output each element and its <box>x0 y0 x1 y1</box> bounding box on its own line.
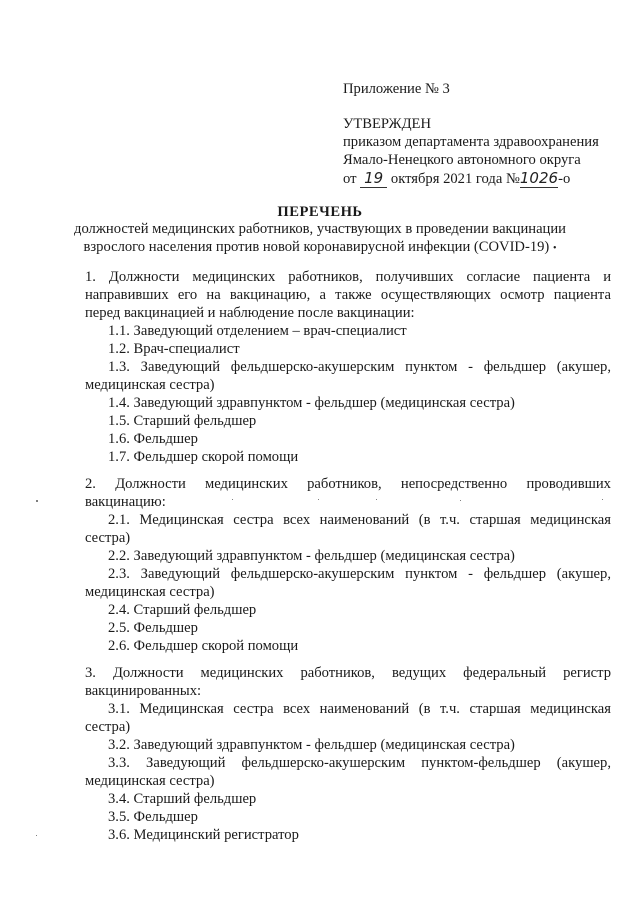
section2-item <box>108 565 611 583</box>
date-suffix: -о <box>558 171 571 187</box>
section1-item <box>108 358 611 376</box>
section2-item-cont: сестра) <box>85 530 131 546</box>
title-subtitle-2 <box>0 238 640 258</box>
section3-item-text: 3.1. Медицинская сестра всех наименований (в т.ч. старшая медицинская <box>108 701 611 717</box>
section2-item-text: 2.3. Заведующий фельдшерско-акушерским пунктом - фельдшер (акушер, <box>108 566 611 582</box>
document-title: ПЕРЕЧЕНЬ <box>277 204 363 220</box>
scan-speck <box>376 499 377 500</box>
section3-item: 3.5. Фельдшер <box>108 809 198 825</box>
scan-speck <box>232 499 233 500</box>
section2-item: 2.2. Заведующий здравпунктом - фельдшер (медицинская сестра) <box>108 548 515 564</box>
section1-item: 1.1. Заведующий отделением – врач-специалист <box>108 323 407 339</box>
section1-item: 1.6. Фельдшер <box>108 431 198 447</box>
section1-intro-1 <box>85 286 611 304</box>
section2-item: 2.6. Фельдшер скорой помощи <box>108 638 299 654</box>
subtitle-mark: • <box>552 243 557 254</box>
section2-intro-1: вакцинацию: <box>85 494 166 510</box>
section1-item-text: 1.3. Заведующий фельдшерско-акушерским пунктом - фельдшер (акушер, <box>108 359 611 375</box>
order-line-1: приказом департамента здравоохранения <box>343 134 599 150</box>
section3-item <box>108 754 611 772</box>
section2-item: 2.4. Старший фельдшер <box>108 602 257 618</box>
order-date-line <box>343 169 570 188</box>
section1-item: 1.5. Старший фельдшер <box>108 413 257 429</box>
section1-intro-0 <box>85 268 611 286</box>
date-prefix: от <box>343 171 357 187</box>
appendix-label: Приложение № 3 <box>343 81 450 97</box>
scan-speck <box>318 499 319 500</box>
title-subtitle-1: должностей медицинских работников, участвующих в проведении вакцинации <box>74 221 566 237</box>
section2-item-cont: медицинская сестра) <box>85 584 215 600</box>
date-middle: октября 2021 года № <box>390 171 520 187</box>
section3-item-cont: сестра) <box>85 719 131 735</box>
subtitle-text: взрослого населения против новой коронавирусной инфекции (COVID-19) <box>83 239 550 255</box>
section3-item: 3.6. Медицинский регистратор <box>108 827 299 843</box>
section2-intro-0 <box>85 475 611 493</box>
section1-intro-2: перед вакцинацией и наблюдение после вакцинации: <box>85 305 415 321</box>
approved-heading: УТВЕРЖДЕН <box>343 116 431 132</box>
section3-intro-text-0: 3. Должности медицинских работников, ведущих федеральный регистр <box>85 665 611 681</box>
section1-item: 1.2. Врач-специалист <box>108 341 240 357</box>
order-number-handwritten: 1026 <box>519 169 559 187</box>
section3-intro-1: вакцинированных: <box>85 683 202 699</box>
section1-item: 1.4. Заведующий здравпунктом - фельдшер (медицинская сестра) <box>108 395 515 411</box>
section1-item: 1.7. Фельдшер скорой помощи <box>108 449 299 465</box>
section2-item-text: 2.1. Медицинская сестра всех наименований (в т.ч. старшая медицинская <box>108 512 611 528</box>
section3-item: 3.2. Заведующий здравпунктом - фельдшер (медицинская сестра) <box>108 737 515 753</box>
section3-item <box>108 700 611 718</box>
scan-speck <box>36 835 37 836</box>
section3-item: 3.4. Старший фельдшер <box>108 791 257 807</box>
section2-item: 2.5. Фельдшер <box>108 620 198 636</box>
section1-item-cont: медицинская сестра) <box>85 377 215 393</box>
date-day-handwritten: 19 <box>360 169 387 188</box>
section3-intro-0 <box>85 664 611 682</box>
order-line-2: Ямало-Ненецкого автономного округа <box>343 152 581 168</box>
section2-intro-text-0: 2. Должности медицинских работников, непосредственно проводивших <box>85 476 611 492</box>
section1-intro-text-1: направивших его на вакцинацию, а также осуществляющих осмотр пациента <box>85 287 611 303</box>
section1-intro-text-0: 1. Должности медицинских работников, получивших согласие пациента и <box>85 269 612 285</box>
section3-item-text: 3.3. Заведующий фельдшерско-акушерским пунктом-фельдшер (акушер, <box>108 755 611 771</box>
scan-speck <box>36 500 38 502</box>
section2-item <box>108 511 611 529</box>
scan-speck <box>602 499 603 500</box>
section3-item-cont: медицинская сестра) <box>85 773 215 789</box>
scan-speck <box>460 500 461 501</box>
